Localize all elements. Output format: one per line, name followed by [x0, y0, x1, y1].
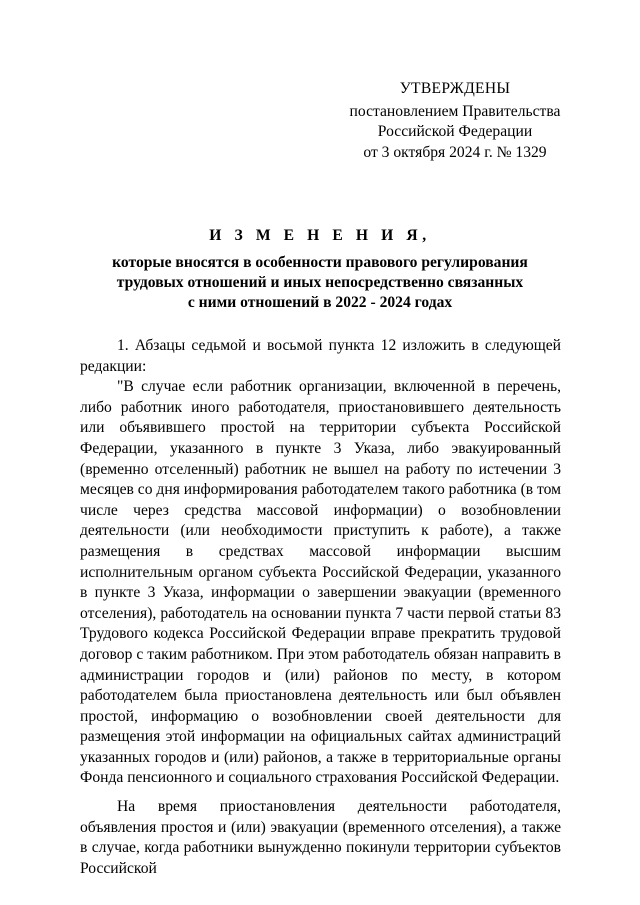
approval-line: от 3 октября 2024 г. № 1329: [363, 143, 547, 161]
document-body: [80, 336, 561, 887]
approval-line: постановлением Правительства: [349, 102, 561, 120]
document-subtitle-line: которые вносятся в особенности правового регулирования: [112, 253, 528, 271]
document-subtitle-line: с ними отношений в 2022 - 2024 годах: [187, 293, 453, 311]
document-title-block: [80, 226, 560, 313]
document-title: И З М Е Н Е Н И Я,: [209, 227, 431, 244]
body-paragraph: 1. Абзацы седьмой и восьмой пункта 12 изложить в следующей редакции:: [80, 337, 561, 375]
document-subtitle-line: трудовых отношений и иных непосредственно связанных: [116, 273, 524, 291]
body-paragraph: "В случае если работник организации, включенной в перечень, либо работник иного работодателя, приостановившего деятельность или объявившего простой на территории субъекта Российской Федерации, указанного в пункте 3 Указа, либо эвакуированный (временно отселенный) работник не вышел на работу по истечении 3 месяцев со дня информирования работодателем такого работника (в том числе через средства массовой информации) о возобновлении деятельности (или необходимости приступить к работе), а также размещения в средствах массовой информации высшим исполнительным органом субъекта Российской Федерации, указанного в пункте 3 Указа, информации о завершении эвакуации (временного отселения), работодатель на основании пункта 7 части первой статьи 83 Трудового кодекса Российской Федерации вправе прекратить трудовой договор с таким работником. При этом работодатель обязан направить в администрации городов и (или) районов по месту, в котором работодателем была приостановлена деятельность или был объявлен простой, информацию о возобновлении своей деятельности для размещения этой информации на официальных сайтах администраций указанных городов и (или) районов, а также в территориальные органы Фонда пенсионного и социального страхования Российской Федерации.: [80, 378, 561, 787]
approval-block: [330, 79, 580, 163]
body-paragraph: На время приостановления деятельности работодателя, объявления простоя и (или) эвакуации (временного отселения), а также в случае, когда работники вынужденно покинули территории субъектов Российской: [80, 798, 561, 877]
approval-heading: УТВЕРЖДЕНЫ: [399, 80, 511, 97]
approval-line: Российской Федерации: [377, 123, 533, 141]
